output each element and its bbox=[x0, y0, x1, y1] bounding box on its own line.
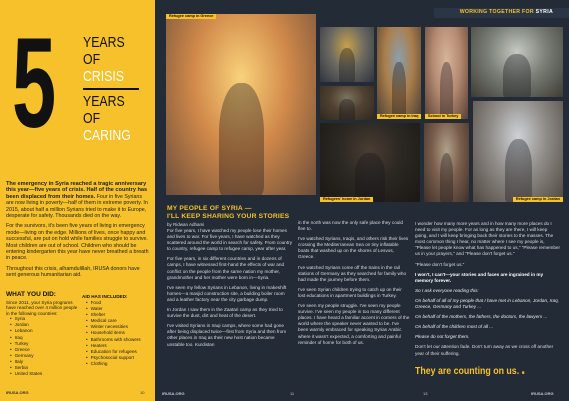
article-paragraph: I've watched Syrians come off the trains in the rail stations of Germany as they searched for family who had made the journey before them. bbox=[298, 264, 407, 282]
article-paragraph: I wonder how many more years and in how many more places do I need to visit my people. For as long as they are there, I will keep going, and I will keep bringing back their stories to the masses. The most common thing I hear, no matter where I see my people is, "Please let people know what has happened to us," "Please remember us in your prayers," and "Please don't forget us." bbox=[415, 221, 561, 257]
what-you-did-body: Since 2011, your Syria programs have reached over 4 million people in the following countries: bbox=[6, 300, 78, 316]
article-paragraph: On behalf of the mothers, the fathers, the doctors, the lawyers ... bbox=[415, 314, 548, 320]
quote: "Please don't forget us." bbox=[415, 261, 465, 267]
years-line: YEARS bbox=[83, 93, 125, 110]
list-item: • Clothing bbox=[86, 361, 152, 367]
article-paragraph: On behalf of the children most of all ... bbox=[415, 324, 494, 330]
years-line: OF bbox=[83, 51, 101, 68]
photo-caption: School in Turkey bbox=[425, 114, 461, 119]
article-column-2 bbox=[298, 220, 410, 350]
list-item: • Household items bbox=[86, 330, 152, 336]
intro-lead-rest: Four in five Syrians are now living in poverty—half of them in extreme poverty. In 2015, about half a million Syrians tried to make it to Europe, desperate for safety. Thousands died on the way. bbox=[6, 193, 148, 220]
left-page bbox=[0, 0, 155, 401]
photo bbox=[320, 123, 420, 202]
article-paragraph: In Jordan I saw them in the Zaatari camp as they tried to survive the dust, dirt and heat of the desert. bbox=[167, 307, 283, 319]
article-paragraph: I've seen my fellow Syrians in Lebanon, living in makeshift homes—a masjid construction site, a building boiler room and a leather factory near the city garbage dump. bbox=[167, 284, 287, 302]
photo-subject bbox=[505, 139, 532, 202]
page-number: 13 bbox=[423, 391, 428, 396]
list-item: • Bathrooms with showers bbox=[86, 337, 152, 343]
list-item: • Food bbox=[86, 300, 152, 306]
footer-website: IRUSA.ORG bbox=[6, 390, 29, 395]
footer-website: IRUSA.ORG bbox=[531, 391, 554, 396]
photo bbox=[425, 27, 468, 119]
list-item: • Psychosocial support bbox=[86, 355, 152, 361]
photo-subject bbox=[503, 54, 531, 97]
list-item: • Medical care bbox=[86, 318, 152, 324]
aid-included-box bbox=[82, 294, 152, 367]
photo-subject bbox=[440, 153, 454, 202]
photo-subject bbox=[355, 153, 385, 202]
photo-subject bbox=[440, 62, 453, 119]
footer-website: IRUSA.ORG bbox=[162, 391, 185, 396]
list-item: • United States bbox=[10, 371, 78, 377]
list-item: • Serbia bbox=[10, 365, 78, 371]
article-paragraph: For five years, in six different countries and in dozens of camps, I have witnessed first-hand the effects of war and conflict on the people from the same nation my mother, grandmother and her mother were born in—Syria. bbox=[167, 256, 285, 280]
list-item: • Turkey bbox=[10, 341, 78, 347]
emphasis-paragraph: I won't, I can't—your stories and faces are ingrained in my memory forever. bbox=[415, 271, 544, 283]
intro-lead: The emergency in Syria reached a tragic anniversary this year—five years of crisis. Half of the country has been displaced from their homes. bbox=[6, 181, 148, 200]
page-number: 10 bbox=[140, 390, 145, 395]
photo-subject bbox=[219, 83, 264, 195]
list-item: • Jordan bbox=[10, 322, 78, 328]
years-of-crisis-heading bbox=[83, 34, 153, 144]
heading-divider bbox=[83, 88, 139, 90]
closing-line: They are counting on us. ■ bbox=[415, 366, 525, 377]
article-paragraph: For five years, I have watched my people lose their homes and lives to war. For five years, I have watched as they scattered around the world in search for safety. From country to country, refugee camp to refugee camp, year after year. bbox=[167, 228, 293, 252]
article-paragraph: I've watched Syrians, Iraqis, and others risk their lives crossing the Mediterranean Sea on tiny inflatable boats that washed up on the shores of Lesvos, Greece. bbox=[298, 236, 409, 260]
list-item: • Iraq bbox=[10, 335, 78, 341]
article-paragraph: in the north was now the only safe place they could flee to. bbox=[298, 220, 403, 232]
photo bbox=[320, 86, 374, 120]
photo-subject bbox=[392, 62, 405, 119]
list-item: • Germany bbox=[10, 353, 78, 359]
photo bbox=[471, 27, 563, 97]
photo bbox=[377, 27, 421, 119]
list-item: • Winter necessities bbox=[86, 324, 152, 330]
years-line: CARING bbox=[83, 127, 131, 144]
article-paragraph: On behalf of all of my people that I have met in Lebanon, Jordan, Iraq, Greece, Germany and Turkey ... bbox=[415, 297, 559, 310]
italic-pleas bbox=[415, 298, 561, 340]
what-you-did-title: WHAT YOU DID: bbox=[6, 291, 56, 298]
photo-caption: Refugee camp in Jordan bbox=[513, 197, 563, 202]
intro-paragraph: For the survivors, it's been five years of living in emergency mode—living on the edge. Millions of lives, once happy and successful, are put on hold while families struggle to survive. Most children are out of school. Children who should be entering kindergarten this year have never breathed a breath in peace. bbox=[6, 223, 149, 262]
photo bbox=[166, 14, 316, 195]
photo bbox=[473, 101, 563, 202]
page-number: 11 bbox=[290, 391, 295, 396]
years-line: CRISIS bbox=[83, 68, 125, 85]
list-item: • Education for refugees bbox=[86, 349, 152, 355]
article-paragraph: Please do not forget them. bbox=[415, 334, 470, 340]
byline: by Ridwan Adhami bbox=[167, 222, 205, 227]
list-item: • Lebanon bbox=[10, 328, 78, 334]
article-column-1 bbox=[167, 228, 292, 352]
list-item: • Greece bbox=[10, 347, 78, 353]
article-paragraph: I've seen Syrian children trying to catch up on their lost educations in apartment buildings in Turkey. bbox=[298, 286, 402, 298]
article-heading bbox=[167, 205, 292, 227]
article-title-line-2: I'LL KEEP SHARING YOUR STORIES bbox=[167, 213, 290, 220]
photo-subject bbox=[339, 48, 355, 82]
aid-list bbox=[86, 300, 152, 367]
years-line: OF bbox=[83, 110, 101, 127]
list-item: • Water bbox=[86, 306, 152, 312]
end-mark-icon: ■ bbox=[521, 370, 525, 376]
intro-text bbox=[6, 181, 151, 283]
promise-intro: So I ask everyone reading this: bbox=[415, 287, 479, 293]
big-five-numeral: 5 bbox=[12, 12, 54, 155]
photo bbox=[320, 27, 374, 82]
aid-included-title: AID HAS INCLUDED: bbox=[82, 294, 128, 299]
article-paragraph: I've seen my people struggle. I've seen my people survive. I've seen my people in too many different places. I have heard a familiar accent in corners of the world where the speaker never wanted to be. I've been warmly embraced for speaking Syrian Arabic where it wasn't expected, a comforting and painful reminder of home for both of us. bbox=[298, 303, 410, 345]
article-paragraph: I've visited Syrians in Iraqi camps, where some had gone after being displaced twice—first from Syria and then from other places in Iraq as their new host nation became unstable too. Kurdistan bbox=[167, 323, 287, 347]
photo-subject bbox=[339, 99, 355, 120]
photo-caption: Refugee camp in Iraq bbox=[377, 114, 421, 119]
list-item: • Italy bbox=[10, 359, 78, 365]
article-column-3 bbox=[415, 221, 561, 361]
list-item: • Syria bbox=[10, 316, 78, 322]
photo-caption: Refugee camp in Greece bbox=[166, 14, 216, 19]
article-title-line-1: MY PEOPLE OF SYRIA — bbox=[167, 205, 252, 212]
years-line: YEARS bbox=[83, 34, 125, 51]
article-paragraph: Don't let our attention fade. Don't turn away as we cross off another year of their suffering. bbox=[415, 344, 554, 356]
what-you-did-box bbox=[6, 291, 78, 377]
list-item: • Heaters bbox=[86, 343, 152, 349]
intro-paragraph: Throughout this crisis, alhamdulillah, IRUSA donors have sent generous humanitarian aid. bbox=[6, 265, 140, 279]
section-header: WORKING TOGETHER FOR SYRIA bbox=[459, 9, 553, 15]
countries-list bbox=[10, 316, 78, 377]
photo bbox=[424, 123, 469, 202]
photo-caption: Refugees' home in Jordan bbox=[320, 197, 373, 202]
list-item: • Shelter bbox=[86, 312, 152, 318]
